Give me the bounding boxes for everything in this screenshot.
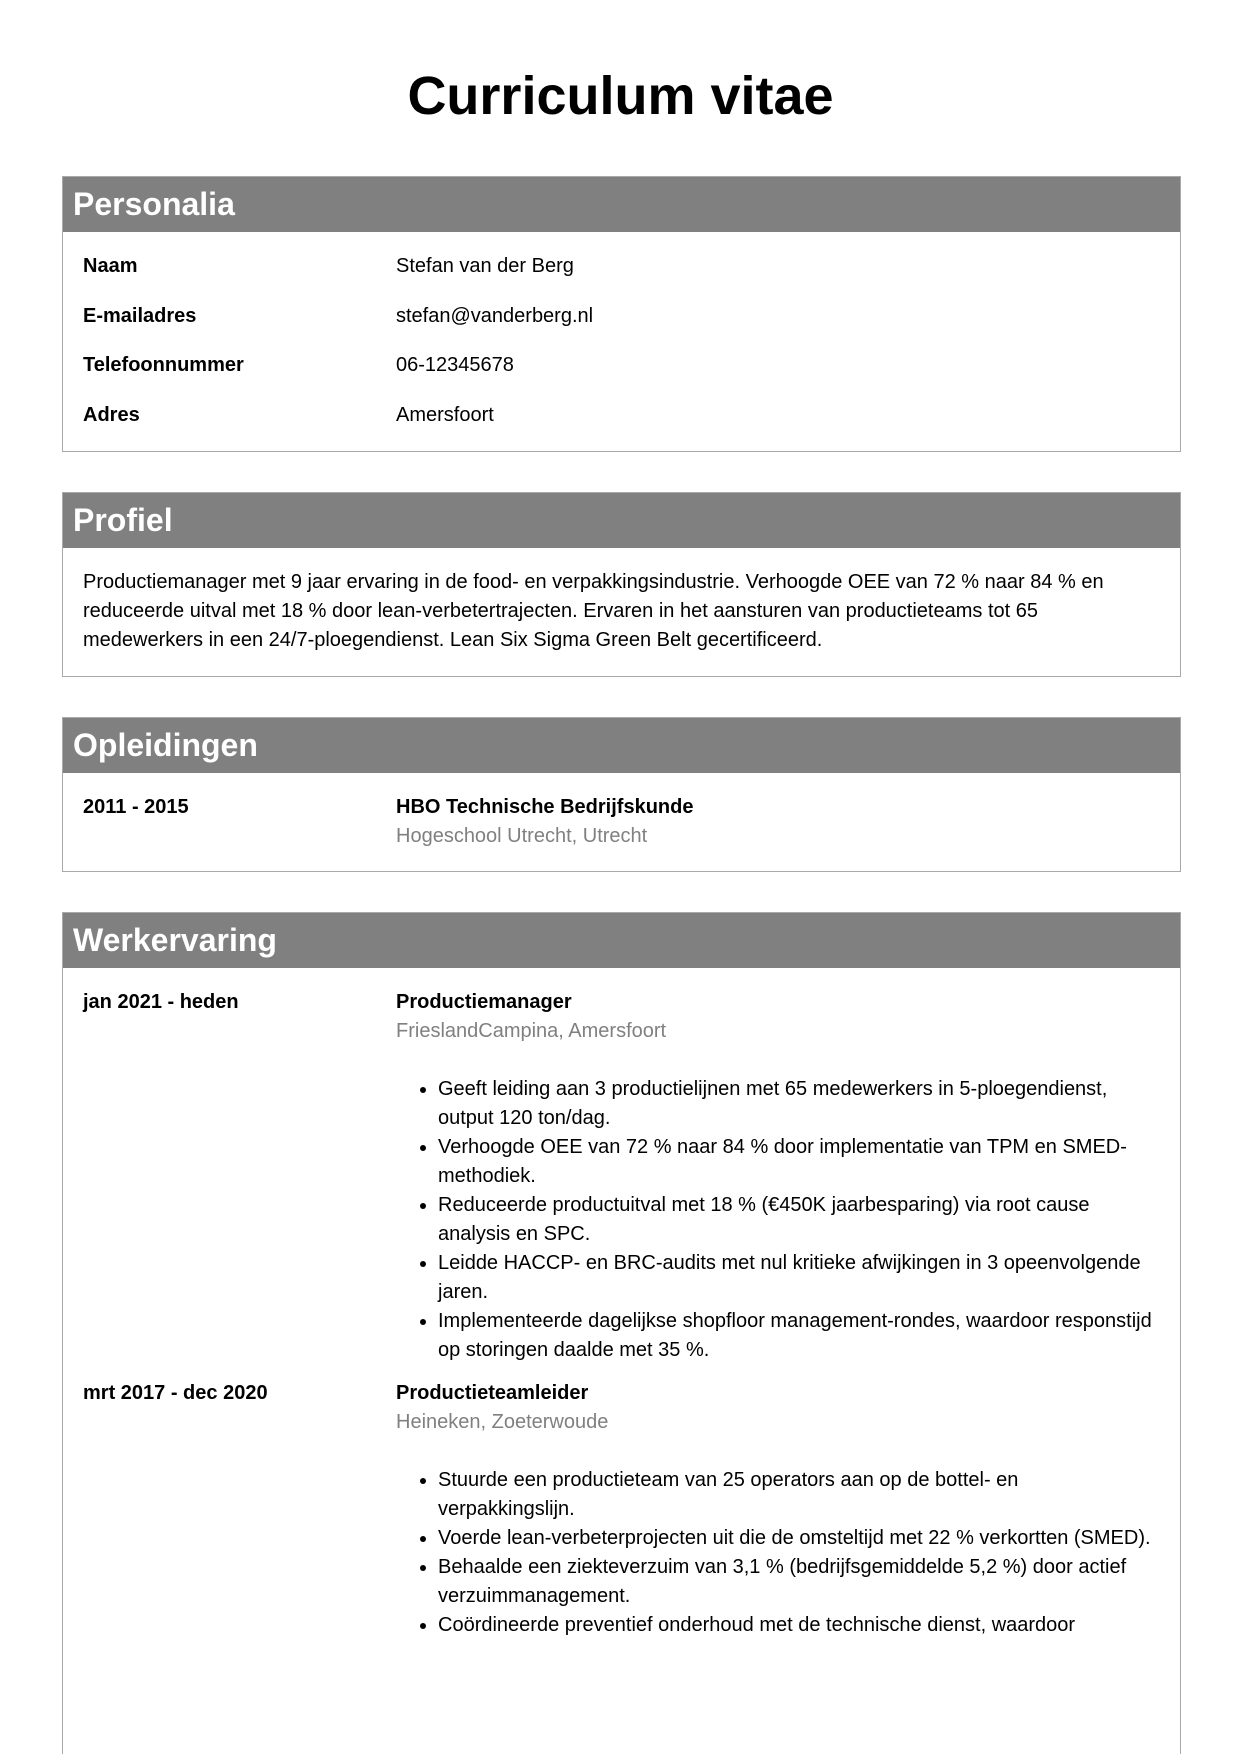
bullet-item: • Coördineerde preventief onderhoud met de technische dienst, waardoor	[438, 1611, 1160, 1640]
work-entry	[83, 988, 1160, 1365]
section-header-profiel: Profiel	[63, 493, 1180, 548]
field-value: Amersfoort	[396, 403, 494, 426]
section-profiel	[62, 492, 1181, 677]
education-entry	[83, 793, 1160, 851]
bullet-item: • Implementeerde dagelijkse shopfloor management-rondes, waardoor responstijd op storingen daalde met 35 %.	[438, 1307, 1160, 1365]
entry-organization: Hogeschool Utrecht, Utrecht	[396, 825, 648, 847]
entry-content	[396, 988, 1160, 1365]
entry-date: mrt 2017 - dec 2020	[83, 1382, 268, 1404]
field-value: stefan@vanderberg.nl	[396, 304, 594, 327]
personalia-body	[63, 232, 1180, 450]
section-header-opleidingen: Opleidingen	[63, 718, 1180, 773]
werkervaring-body	[63, 968, 1180, 1640]
personalia-row-naam	[83, 252, 1160, 302]
bullet-item: • Leidde HACCP- en BRC-audits met nul kritieke afwijkingen in 3 opeenvolgende jaren.	[438, 1249, 1160, 1307]
bullet-item: • Voerde lean-verbeterprojecten uit die de omsteltijd met 22 % verkortten (SMED).	[438, 1524, 1160, 1553]
profile-text: Productiemanager met 9 jaar ervaring in de food- en verpakkingsindustrie. Verhoogde OEE van 72 % naar 84 % en reduceerde uitval met 18 % door lean-verbetertrajecten. Ervaren in het aansturen van productieteams tot 65 medewerkers in een 24/7-ploegendienst. Lean Six Sigma Green Belt gecertificeerd.	[83, 571, 1104, 651]
entry-bullets	[396, 1466, 1160, 1640]
field-label: Telefoonnummer	[83, 354, 244, 376]
field-value: Stefan van der Berg	[396, 255, 574, 277]
field-value: 06-12345678	[396, 354, 514, 376]
entry-date: jan 2021 - heden	[83, 991, 239, 1013]
entry-organization: FrieslandCampina, Amersfoort	[396, 1020, 667, 1042]
bullet-item: • Stuurde een productieteam van 25 operators aan op de bottel- en verpakkingslijn.	[438, 1466, 1160, 1524]
section-personalia	[62, 176, 1181, 452]
personalia-row-email	[83, 302, 1160, 352]
field-label: Naam	[83, 255, 138, 277]
entry-organization: Heineken, Zoeterwoude	[396, 1411, 609, 1433]
entry-bullets	[396, 1075, 1160, 1365]
entry-title: Productiemanager	[396, 991, 572, 1013]
personalia-row-telefoon	[83, 351, 1160, 401]
field-label: E-mailadres	[83, 304, 197, 327]
field-label: Adres	[83, 403, 140, 426]
entry-title: Productieteamleider	[396, 1382, 589, 1404]
bullet-item: • Reduceerde productuitval met 18 % (€450K jaarbesparing) via root cause analysis en SPC.	[438, 1191, 1160, 1249]
entry-content	[396, 1379, 1160, 1640]
personalia-row-adres	[83, 401, 1160, 451]
bullet-item: • Geeft leiding aan 3 productielijnen met 65 medewerkers in 5-ploegendienst, output 120 ton/dag.	[438, 1075, 1160, 1133]
work-entry	[83, 1379, 1160, 1640]
entry-content	[396, 793, 1160, 851]
opleidingen-body	[63, 773, 1180, 851]
bullet-item: • Behaalde een ziekteverzuim van 3,1 % (bedrijfsgemiddelde 5,2 %) door actief verzuimmanagement.	[438, 1553, 1160, 1611]
entry-title: HBO Technische Bedrijfskunde	[396, 796, 694, 818]
section-opleidingen	[62, 717, 1181, 872]
bullet-item: • Verhoogde OEE van 72 % naar 84 % door implementatie van TPM en SMED-methodiek.	[438, 1133, 1160, 1191]
section-werkervaring	[62, 912, 1181, 1754]
section-header-personalia: Personalia	[63, 177, 1180, 232]
entry-date: 2011 - 2015	[83, 796, 189, 818]
section-header-werkervaring: Werkervaring	[63, 913, 1180, 968]
page-title: Curriculum vitae	[407, 66, 834, 126]
profiel-body	[63, 548, 1180, 673]
